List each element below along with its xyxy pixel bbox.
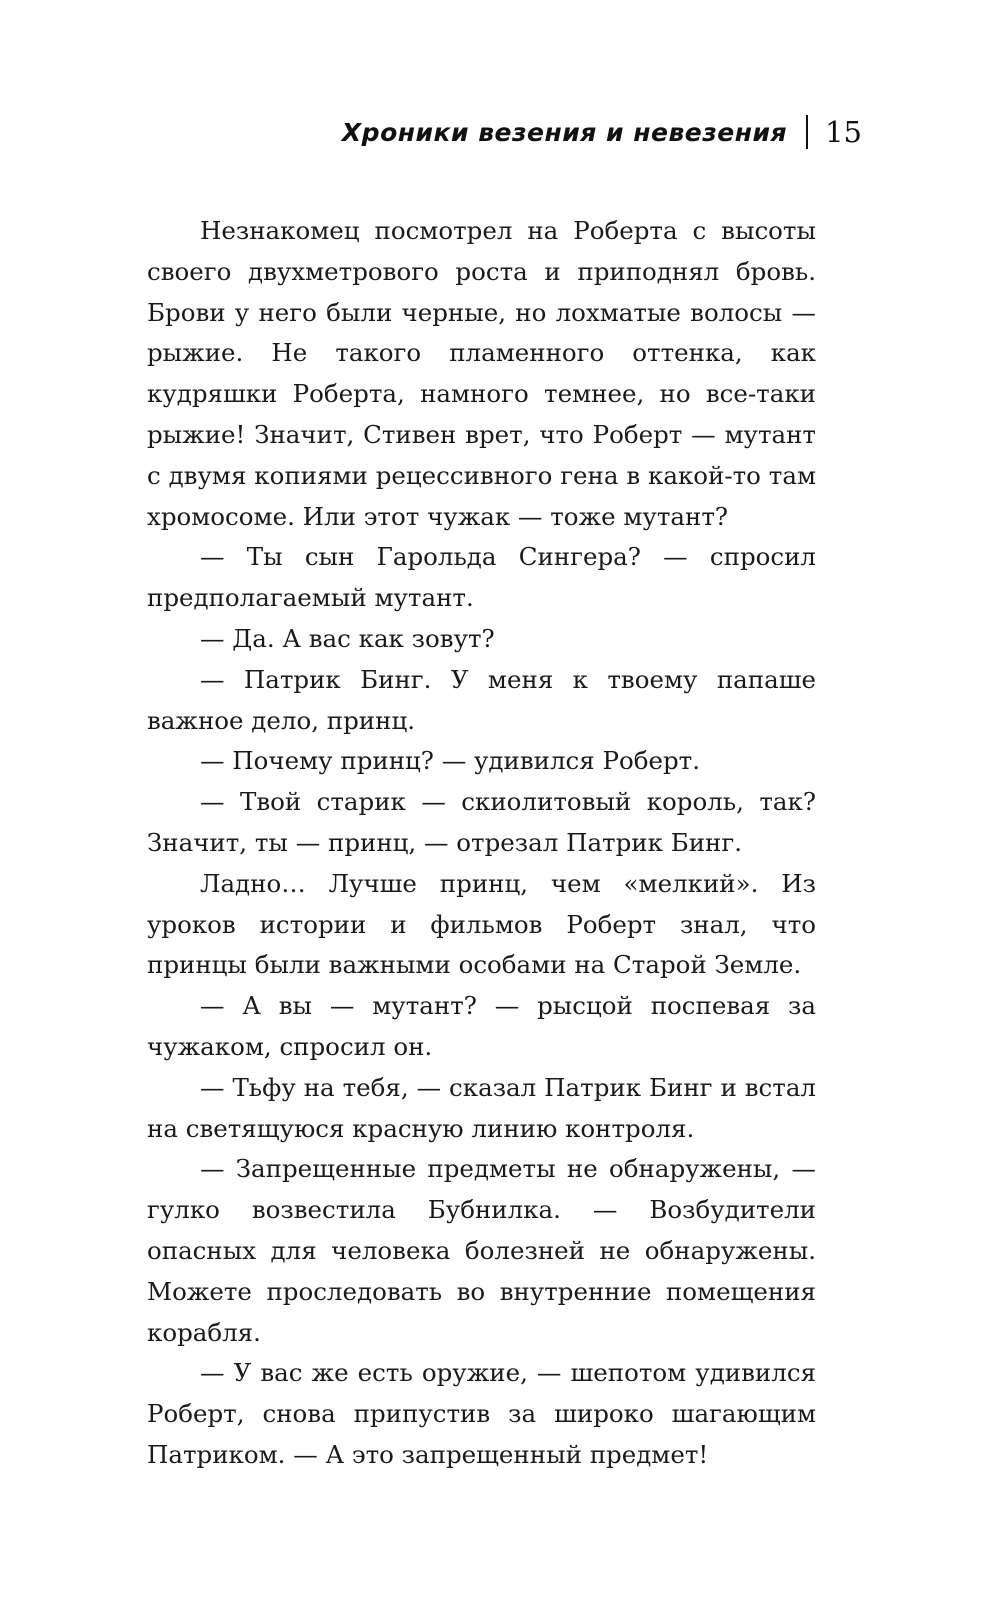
paragraph: — Запрещенные предметы не обнаружены, — гулко возвестила Бубнилка. — Возбудители опасных для человека болезней не обнаружены. Можете проследовать во внутренние помещения корабля. — [147, 1154, 816, 1347]
paragraph: Незнакомец посмотрел на Роберта с высоты своего двухметрового роста и приподнял бровь. Брови у него были черные, но лохматые волосы — рыжие. Не такого пламенного оттенка, как кудряшки Роберта, намного темнее, но все-таки рыжие! Значит, Стивен врет, что Роберт — мутант с двумя копиями рецессивного гена в какой-то там хромосоме. Или этот чужак — тоже мутант? — [147, 216, 816, 531]
paragraph: — Твой старик — скиолитовый король, так? Значит, ты — принц, — отрезал Патрик Бинг. — [147, 787, 816, 857]
paragraph: — Патрик Бинг. У меня к твоему папаше важное дело, принц. — [147, 664, 816, 735]
paragraph: — А вы — мутант? — рысцой поспевая за чужаком, спросил он. — [147, 991, 816, 1061]
paragraph: — Ты сын Гарольда Сингера? — спросил предполагаемый мутант. — [147, 542, 816, 613]
paragraph: — У вас же есть оружие, — шепотом удивился Роберт, снова припустив за широко шагающим Патриком. — А это запрещенный предмет! — [147, 1358, 816, 1469]
body-text — [147, 211, 816, 1476]
paragraph: Ладно… Лучше принц, чем «мелкий». Из уроков истории и фильмов Роберт знал, что принцы были важными особами на Старой Земле. — [147, 868, 816, 980]
paragraph: — Да. А вас как зовут? — [200, 623, 495, 653]
header-divider — [806, 115, 808, 149]
paragraph: — Тьфу на тебя, — сказал Патрик Бинг и встал на светящуюся красную линию контроля. — [147, 1072, 816, 1143]
paragraph: — Почему принц? — удивился Роберт. — [200, 746, 700, 776]
book-title: Хроники везения и невезения — [341, 117, 788, 147]
page-number: 15 — [825, 115, 862, 149]
running-header — [342, 112, 862, 152]
